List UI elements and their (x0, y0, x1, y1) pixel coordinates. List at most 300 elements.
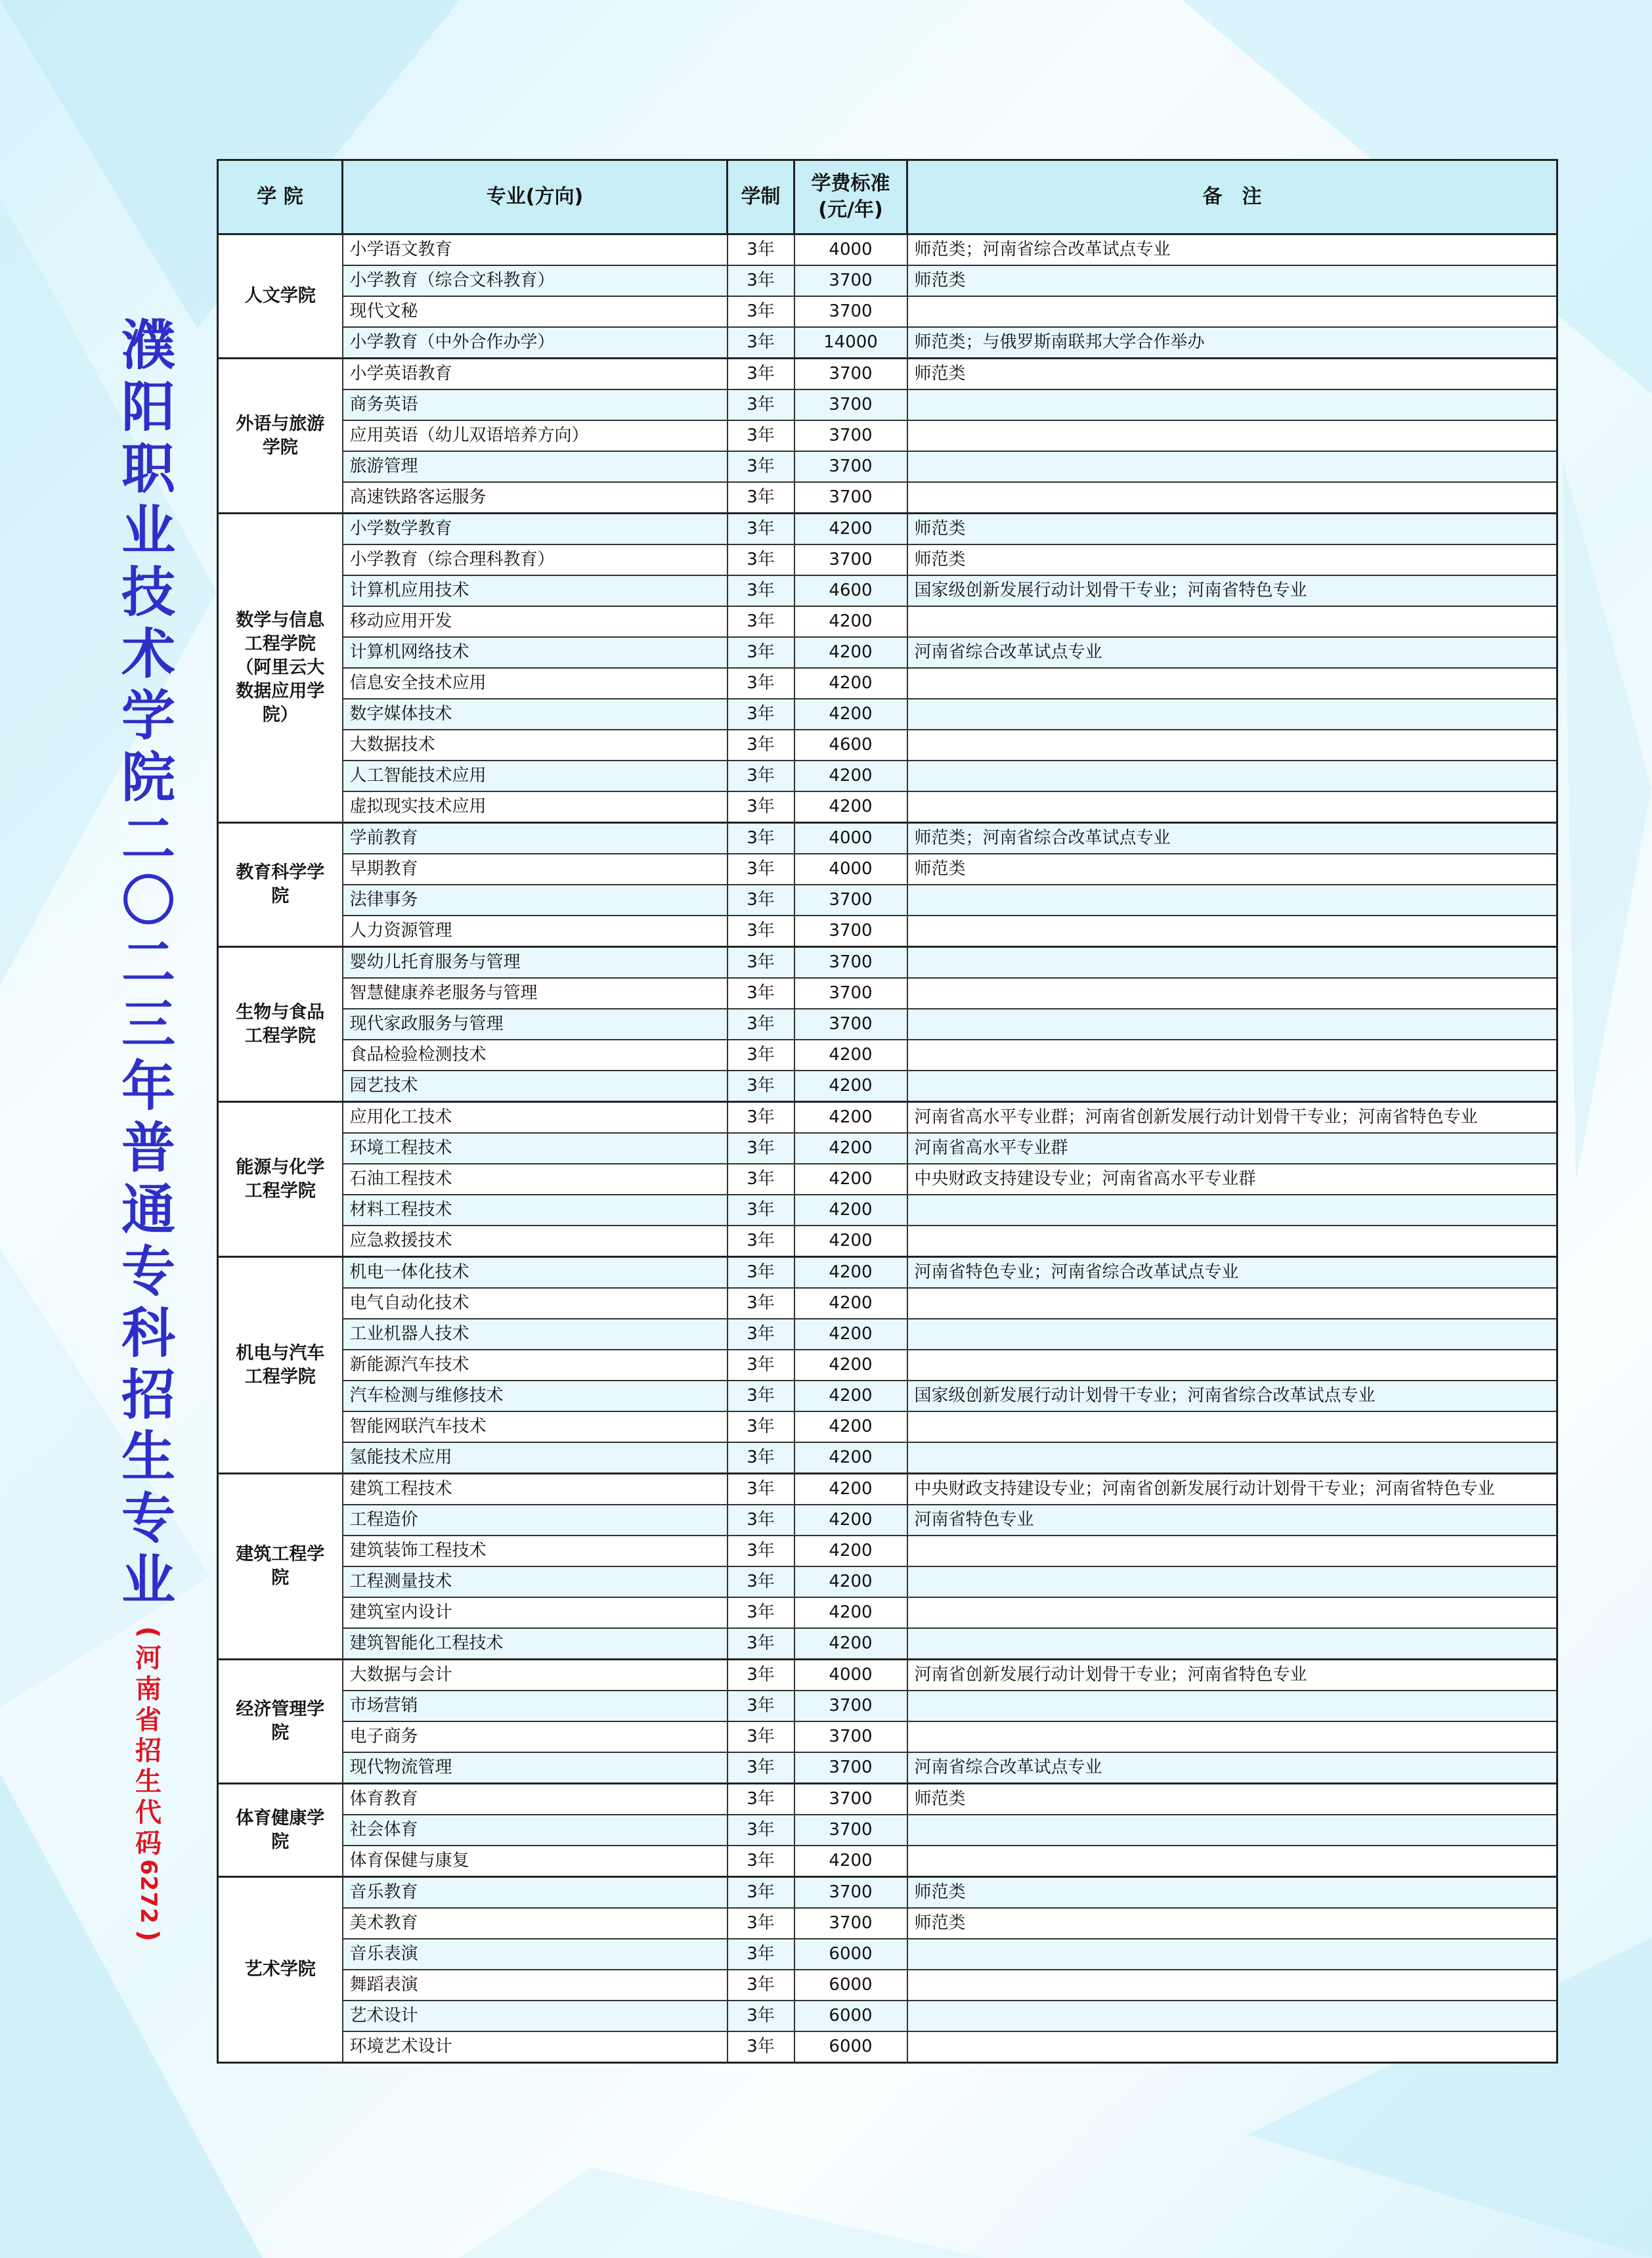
code-note-char: 招 (135, 1736, 162, 1766)
table-row (218, 1846, 1557, 1877)
admission-code-note (135, 1621, 162, 1947)
years-cell: 3年 (728, 1908, 794, 1939)
years-cell: 3年 (728, 575, 794, 606)
open-paren: ( (133, 1626, 163, 1639)
table-row (218, 1257, 1557, 1289)
fee-cell: 6000 (794, 1939, 907, 1970)
fee-cell: 3700 (794, 916, 907, 947)
fee-cell: 3700 (794, 265, 907, 296)
title-char: 生 (121, 1426, 175, 1488)
major-cell: 小学语文教育 (343, 234, 728, 266)
title-char: 院 (121, 747, 175, 809)
fee-cell: 3700 (794, 947, 907, 979)
years-cell: 3年 (728, 854, 794, 885)
college-name: 外语与旅游学院 (218, 359, 343, 514)
fee-cell: 4600 (794, 575, 907, 606)
table-row (218, 1442, 1557, 1474)
years-cell: 3年 (728, 668, 794, 699)
fee-cell: 4200 (794, 668, 907, 699)
title-char: 学 (121, 685, 175, 747)
table-row (218, 234, 1557, 266)
fee-cell: 4200 (794, 1566, 907, 1597)
table-row (218, 699, 1557, 730)
code-note-char: 省 (135, 1705, 162, 1735)
note-cell (907, 1721, 1557, 1752)
major-cell: 应用英语（幼儿双语培养方向） (343, 420, 728, 451)
major-cell: 汽车检测与维修技术 (343, 1381, 728, 1411)
table-row (218, 885, 1557, 916)
note-cell (907, 668, 1557, 699)
note-cell: 师范类 (907, 359, 1557, 390)
table-row (218, 1721, 1557, 1752)
years-cell: 3年 (728, 1288, 794, 1319)
years-cell: 3年 (728, 296, 794, 327)
college-group (218, 1257, 1557, 1474)
years-cell: 3年 (728, 327, 794, 359)
table-row (218, 1970, 1557, 2001)
college-name: 能源与化学工程学院 (218, 1102, 343, 1257)
fee-cell: 4200 (794, 1195, 907, 1226)
major-cell: 建筑工程技术 (343, 1474, 728, 1505)
note-cell: 师范类；河南省综合改革试点专业 (907, 823, 1557, 854)
note-cell (907, 1195, 1557, 1226)
table-row (218, 1319, 1557, 1350)
years-cell: 3年 (728, 420, 794, 451)
major-cell: 计算机网络技术 (343, 637, 728, 668)
note-cell (907, 1628, 1557, 1660)
table-row (218, 575, 1557, 606)
fee-cell: 4600 (794, 730, 907, 761)
years-cell: 3年 (728, 1102, 794, 1134)
table-row (218, 1566, 1557, 1597)
years-cell: 3年 (728, 978, 794, 1009)
note-cell (907, 1442, 1557, 1474)
code-note-char: 生 (135, 1767, 162, 1797)
college-group (218, 1660, 1557, 1784)
college-group (218, 234, 1557, 359)
fee-cell: 4200 (794, 1442, 907, 1474)
major-cell: 新能源汽车技术 (343, 1350, 728, 1381)
major-cell: 电子商务 (343, 1721, 728, 1752)
title-char: 专 (121, 1241, 175, 1303)
fee-cell: 3700 (794, 1691, 907, 1721)
fee-cell: 4200 (794, 1071, 907, 1102)
major-cell: 环境工程技术 (343, 1133, 728, 1164)
major-cell: 机电一体化技术 (343, 1257, 728, 1289)
note-cell (907, 389, 1557, 420)
title-char: 三 (121, 994, 175, 1056)
fee-cell: 4000 (794, 854, 907, 885)
table-row (218, 1939, 1557, 1970)
college-group (218, 1784, 1557, 1877)
title-char: 术 (121, 623, 175, 686)
note-cell (907, 730, 1557, 761)
note-cell (907, 1040, 1557, 1071)
note-cell (907, 1691, 1557, 1721)
major-cell: 小学教育（综合理科教育） (343, 544, 728, 575)
years-cell: 3年 (728, 514, 794, 545)
college-name: 教育科学学院 (218, 823, 343, 947)
years-cell: 3年 (728, 1133, 794, 1164)
fee-cell: 6000 (794, 1970, 907, 2001)
header-fee-line1: 学费标准 (811, 172, 890, 195)
title-char: 二 (121, 932, 175, 994)
fee-cell: 3700 (794, 1877, 907, 1909)
fee-cell: 4200 (794, 1381, 907, 1411)
note-cell (907, 1226, 1557, 1257)
table-row (218, 359, 1557, 390)
note-cell: 师范类 (907, 1908, 1557, 1939)
fee-cell: 3700 (794, 359, 907, 390)
major-cell: 早期教育 (343, 854, 728, 885)
table-row (218, 1102, 1557, 1134)
note-cell (907, 1411, 1557, 1442)
fee-cell: 4200 (794, 1505, 907, 1536)
major-cell: 现代物流管理 (343, 1752, 728, 1784)
fee-cell: 4200 (794, 1226, 907, 1257)
years-cell: 3年 (728, 1566, 794, 1597)
years-cell: 3年 (728, 359, 794, 390)
fee-cell: 3700 (794, 451, 907, 482)
note-cell (907, 916, 1557, 947)
college-name: 生物与食品工程学院 (218, 947, 343, 1102)
college-name: 建筑工程学院 (218, 1474, 343, 1660)
table-row (218, 420, 1557, 451)
note-cell: 中央财政支持建设专业；河南省高水平专业群 (907, 1164, 1557, 1195)
note-cell (907, 451, 1557, 482)
major-cell: 应急救援技术 (343, 1226, 728, 1257)
code-note-char: 河 (135, 1643, 162, 1673)
note-cell (907, 699, 1557, 730)
fee-cell: 4200 (794, 1846, 907, 1877)
major-cell: 大数据技术 (343, 730, 728, 761)
years-cell: 3年 (728, 482, 794, 514)
fee-cell: 4000 (794, 1660, 907, 1691)
note-cell (907, 1846, 1557, 1877)
college-group (218, 823, 1557, 947)
table-row (218, 451, 1557, 482)
table-row (218, 389, 1557, 420)
fee-cell: 4200 (794, 1102, 907, 1134)
major-cell: 小学教育（中外合作办学） (343, 327, 728, 359)
major-cell: 音乐教育 (343, 1877, 728, 1909)
college-group (218, 1474, 1557, 1660)
title-char: 职 (121, 438, 175, 500)
years-cell: 3年 (728, 823, 794, 854)
title-char: 普 (121, 1117, 175, 1180)
years-cell: 3年 (728, 761, 794, 791)
vertical-title (121, 315, 175, 1612)
major-cell: 信息安全技术应用 (343, 668, 728, 699)
college-group (218, 1877, 1557, 2063)
admission-code: 6272 (135, 1859, 162, 1924)
note-cell (907, 885, 1557, 916)
note-cell (907, 978, 1557, 1009)
major-cell: 园艺技术 (343, 1071, 728, 1102)
title-char: 阳 (121, 376, 175, 439)
major-cell: 智能网联汽车技术 (343, 1411, 728, 1442)
note-cell: 师范类 (907, 544, 1557, 575)
years-cell: 3年 (728, 637, 794, 668)
major-cell: 人工智能技术应用 (343, 761, 728, 791)
table-row (218, 1350, 1557, 1381)
table-row (218, 1411, 1557, 1442)
major-cell: 材料工程技术 (343, 1195, 728, 1226)
table-row (218, 1071, 1557, 1102)
fee-cell: 4200 (794, 1628, 907, 1660)
note-cell (907, 1009, 1557, 1040)
table-row (218, 854, 1557, 885)
fee-cell: 4200 (794, 1411, 907, 1442)
fee-cell: 4200 (794, 1536, 907, 1566)
years-cell: 3年 (728, 1660, 794, 1691)
fee-cell: 3700 (794, 482, 907, 514)
college-name: 艺术学院 (218, 1877, 343, 2063)
table-row (218, 2031, 1557, 2063)
years-cell: 3年 (728, 1597, 794, 1628)
major-cell: 电气自动化技术 (343, 1288, 728, 1319)
fee-cell: 4000 (794, 823, 907, 854)
title-char: 二 (121, 808, 175, 871)
note-cell (907, 606, 1557, 637)
major-cell: 高速铁路客运服务 (343, 482, 728, 514)
code-note-char: 代 (135, 1798, 162, 1828)
years-cell: 3年 (728, 234, 794, 266)
years-cell: 3年 (728, 1442, 794, 1474)
major-cell: 婴幼儿托育服务与管理 (343, 947, 728, 979)
note-cell (907, 482, 1557, 514)
table-row (218, 916, 1557, 947)
note-cell (907, 1288, 1557, 1319)
major-cell: 智慧健康养老服务与管理 (343, 978, 728, 1009)
table-row (218, 606, 1557, 637)
note-cell: 师范类 (907, 854, 1557, 885)
major-cell: 计算机应用技术 (343, 575, 728, 606)
note-cell: 河南省创新发展行动计划骨干专业；河南省特色专业 (907, 1660, 1557, 1691)
fee-cell: 3700 (794, 978, 907, 1009)
table-row (218, 1164, 1557, 1195)
table-row (218, 1597, 1557, 1628)
note-cell (907, 1970, 1557, 2001)
code-note-chars (135, 1643, 162, 1859)
college-name: 数学与信息工程学院（阿里云大数据应用学院） (218, 514, 343, 823)
years-cell: 3年 (728, 1009, 794, 1040)
table-row (218, 1691, 1557, 1721)
note-cell (907, 1350, 1557, 1381)
table-row (218, 1815, 1557, 1846)
years-cell: 3年 (728, 1411, 794, 1442)
years-cell: 3年 (728, 885, 794, 916)
major-cell: 小学数学教育 (343, 514, 728, 545)
table-row (218, 1536, 1557, 1566)
years-cell: 3年 (728, 451, 794, 482)
note-cell (907, 2001, 1557, 2031)
years-cell: 3年 (728, 1846, 794, 1877)
fee-cell: 4200 (794, 761, 907, 791)
title-char: 濮 (121, 315, 175, 377)
note-cell (907, 1597, 1557, 1628)
table-row (218, 327, 1557, 359)
title-char: 业 (121, 500, 175, 562)
years-cell: 3年 (728, 1226, 794, 1257)
note-cell (907, 761, 1557, 791)
major-cell: 市场营销 (343, 1691, 728, 1721)
side-title (117, 315, 180, 1947)
table-row (218, 1381, 1557, 1411)
major-cell: 小学教育（综合文科教育） (343, 265, 728, 296)
years-cell: 3年 (728, 1040, 794, 1071)
major-cell: 小学英语教育 (343, 359, 728, 390)
fee-cell: 4200 (794, 1597, 907, 1628)
table-row (218, 1040, 1557, 1071)
table-row (218, 1660, 1557, 1691)
table-row (218, 1133, 1557, 1164)
years-cell: 3年 (728, 1784, 794, 1815)
table-row (218, 1628, 1557, 1660)
table-row (218, 637, 1557, 668)
years-cell: 3年 (728, 916, 794, 947)
years-cell: 3年 (728, 699, 794, 730)
note-cell: 河南省高水平专业群；河南省创新发展行动计划骨干专业；河南省特色专业 (907, 1102, 1557, 1134)
note-cell (907, 1566, 1557, 1597)
fee-cell: 4200 (794, 1164, 907, 1195)
note-cell: 河南省综合改革试点专业 (907, 637, 1557, 668)
college-name: 人文学院 (218, 234, 343, 359)
major-cell: 氢能技术应用 (343, 1442, 728, 1474)
table-row (218, 265, 1557, 296)
major-cell: 建筑智能化工程技术 (343, 1628, 728, 1660)
fee-cell: 3700 (794, 389, 907, 420)
major-cell: 学前教育 (343, 823, 728, 854)
header-fee-line2: (元/年) (818, 198, 883, 221)
years-cell: 3年 (728, 1071, 794, 1102)
table-row (218, 1784, 1557, 1815)
fee-cell: 3700 (794, 1815, 907, 1846)
note-cell: 师范类；与俄罗斯南联邦大学合作举办 (907, 327, 1557, 359)
years-cell: 3年 (728, 1970, 794, 2001)
fee-cell: 3700 (794, 1784, 907, 1815)
note-cell: 师范类 (907, 265, 1557, 296)
fee-cell: 3700 (794, 1908, 907, 1939)
note-cell (907, 1815, 1557, 1846)
table-row (218, 2001, 1557, 2031)
major-cell: 食品检验检测技术 (343, 1040, 728, 1071)
note-cell: 河南省特色专业；河南省综合改革试点专业 (907, 1257, 1557, 1289)
college-name: 机电与汽车工程学院 (218, 1257, 343, 1474)
code-note-char: 南 (135, 1674, 162, 1704)
years-cell: 3年 (728, 544, 794, 575)
majors-table (217, 159, 1558, 2064)
college-name: 体育健康学院 (218, 1784, 343, 1877)
major-cell: 人力资源管理 (343, 916, 728, 947)
years-cell: 3年 (728, 1536, 794, 1566)
fee-cell: 3700 (794, 544, 907, 575)
fee-cell: 3700 (794, 296, 907, 327)
fee-cell: 3700 (794, 1721, 907, 1752)
college-group (218, 514, 1557, 823)
fee-cell: 6000 (794, 2031, 907, 2063)
college-group (218, 947, 1557, 1102)
major-cell: 体育教育 (343, 1784, 728, 1815)
fee-cell: 14000 (794, 327, 907, 359)
note-cell: 河南省综合改革试点专业 (907, 1752, 1557, 1784)
major-cell: 旅游管理 (343, 451, 728, 482)
college-group (218, 359, 1557, 514)
years-cell: 3年 (728, 2001, 794, 2031)
fee-cell: 3700 (794, 885, 907, 916)
major-cell: 社会体育 (343, 1815, 728, 1846)
years-cell: 3年 (728, 389, 794, 420)
title-char: 〇 (121, 870, 175, 933)
note-cell: 国家级创新发展行动计划骨干专业；河南省特色专业 (907, 575, 1557, 606)
note-cell: 河南省特色专业 (907, 1505, 1557, 1536)
years-cell: 3年 (728, 606, 794, 637)
note-cell (907, 791, 1557, 823)
note-cell (907, 2031, 1557, 2063)
fee-cell: 4200 (794, 1288, 907, 1319)
note-cell (907, 1071, 1557, 1102)
major-cell: 艺术设计 (343, 2001, 728, 2031)
table-row (218, 1877, 1557, 1909)
fee-cell: 4200 (794, 1133, 907, 1164)
years-cell: 3年 (728, 1505, 794, 1536)
years-cell: 3年 (728, 1752, 794, 1784)
note-cell: 河南省高水平专业群 (907, 1133, 1557, 1164)
major-cell: 移动应用开发 (343, 606, 728, 637)
fee-cell: 3700 (794, 1009, 907, 1040)
table-row (218, 544, 1557, 575)
major-cell: 建筑装饰工程技术 (343, 1536, 728, 1566)
header-major: 专业(方向) (343, 160, 728, 234)
years-cell: 3年 (728, 1350, 794, 1381)
header-note: 备 注 (907, 160, 1557, 234)
title-char: 通 (121, 1179, 175, 1241)
years-cell: 3年 (728, 947, 794, 979)
fee-cell: 4200 (794, 791, 907, 823)
years-cell: 3年 (728, 1164, 794, 1195)
title-char: 业 (121, 1549, 175, 1612)
years-cell: 3年 (728, 1319, 794, 1350)
major-cell: 美术教育 (343, 1908, 728, 1939)
table-row (218, 1195, 1557, 1226)
major-cell: 建筑室内设计 (343, 1597, 728, 1628)
note-cell (907, 1319, 1557, 1350)
years-cell: 3年 (728, 1628, 794, 1660)
years-cell: 3年 (728, 265, 794, 296)
major-cell: 工业机器人技术 (343, 1319, 728, 1350)
table-row (218, 947, 1557, 979)
major-cell: 虚拟现实技术应用 (343, 791, 728, 823)
major-cell: 法律事务 (343, 885, 728, 916)
table-row (218, 791, 1557, 823)
major-cell: 现代家政服务与管理 (343, 1009, 728, 1040)
years-cell: 3年 (728, 1257, 794, 1289)
code-note-char: 码 (135, 1828, 162, 1859)
note-cell: 师范类；河南省综合改革试点专业 (907, 234, 1557, 266)
years-cell: 3年 (728, 1939, 794, 1970)
title-char: 技 (121, 562, 175, 624)
note-cell (907, 947, 1557, 979)
years-cell: 3年 (728, 1815, 794, 1846)
fee-cell: 4200 (794, 514, 907, 545)
major-cell: 环境艺术设计 (343, 2031, 728, 2063)
years-cell: 3年 (728, 730, 794, 761)
title-char: 年 (121, 1055, 175, 1118)
fee-cell: 4200 (794, 1319, 907, 1350)
close-paren: ) (133, 1929, 163, 1941)
header-college: 学 院 (218, 160, 343, 234)
years-cell: 3年 (728, 1474, 794, 1505)
